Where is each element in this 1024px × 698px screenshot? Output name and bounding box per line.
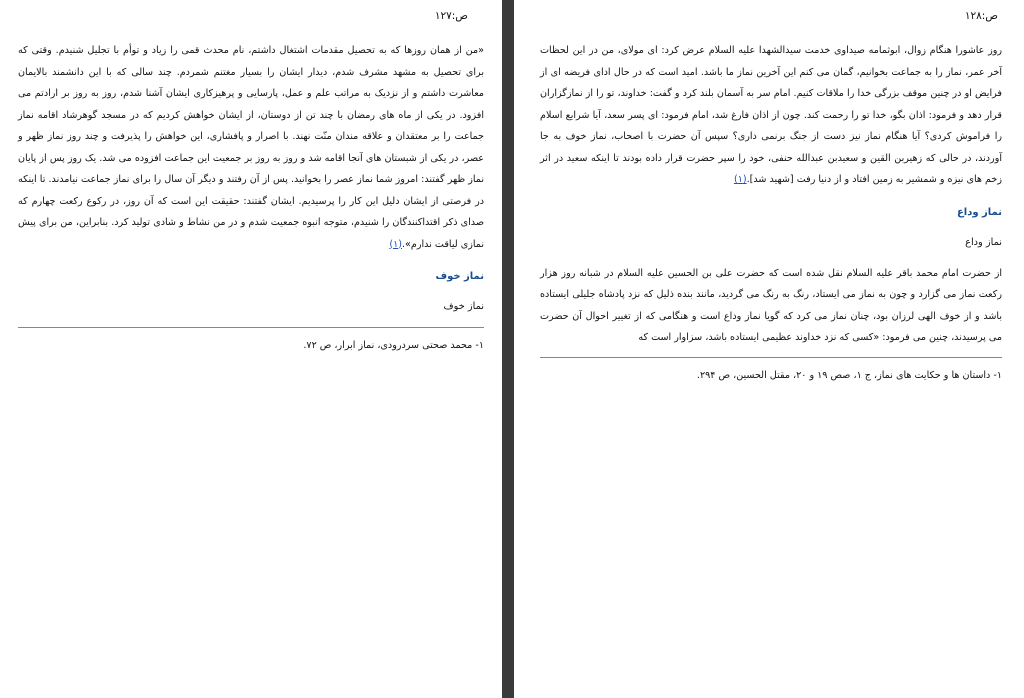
footnote-link[interactable]: (۱) [389, 238, 402, 250]
paragraph-text: روز عاشورا هنگام زوال، ابوثمامه صیداوی خدمت سیدالشهدا علیه السلام عرض کرد: ای مولای، من در این لحظات آخر عمر، نماز را به جماعت بخوانیم، گمان می کنم این آخرین نماز ما باشد. امید است که در حال ادای فریضه ای از فرایض او در چنین موقف بزرگی خدا را ملاقات کنیم. امام سر به آسمان بلند کرد و گفت: خداوند، تو را از نمازگزاران قرار دهد و فرمود: اذان بگو، خدا تو را رحمت کند. چون از اذان فارغ شد، امام فرمود: ای پسر سعد، آیا شرایع اسلام را فراموش کردی؟ آیا هنگام نماز نیز دست از جنگ برنمی داری؟ سپس آن حضرت با اصحاب، نماز خوف به جا آوردند، در حالی که زهیربن القین و سعیدبن عبدالله حنفی، خود را سپر حضرت قرار داده بودند تا اینکه سعید در اثر زخم های نیزه و شمشیر به زمین افتاد و از دنیا رفت [شهید شد]. [540, 45, 1002, 185]
left-page [0, 0, 502, 698]
body-paragraph [18, 40, 484, 255]
page-content [540, 40, 1002, 386]
footnote-divider [540, 357, 1002, 358]
section-subheading: نماز خوف [443, 301, 484, 312]
section-heading: نماز وداع [956, 206, 1002, 218]
section-heading: نماز خوف [435, 271, 484, 282]
footnote-divider [18, 327, 484, 328]
footnote-text: ۱- داستان ها و حکایت های نماز، ج ۱، صص ۱۹ و ۲۰، مقتل الحسین، ص ۲۹۴. [696, 369, 1002, 381]
body-paragraph-2: از حضرت امام محمد باقر علیه السلام نقل شده است که حضرت علی بن الحسین علیه السلام در شبانه روز هزار رکعت نماز می گزارد و چون به نماز می ایستاد، رنگ به رنگ می گردید، مانند بنده ذلیل که نزد پادشاه جلیلی ایستاده باشد و از خوف الهی لرزان بود، چنان نماز می کرد که گویا نماز وداع است و هنگامی که از تغییر احوال آن حضرت می پرسیدند، چنین می فرمود: «کسی که نزد خداوند عظیمی ایستاده باشد، سزاوار است که [540, 267, 1002, 343]
page-number: ص:۱۲۷ [434, 10, 468, 22]
footnote-link[interactable]: (۱) [733, 174, 747, 185]
right-page [514, 0, 1024, 698]
paragraph-text: «من از همان روزها که به تحصیل مقدمات اشتغال داشتم، نام محدث قمی را زیاد و توأم با تجلیل شنیدم. وقتی که برای تحصیل به مشهد مشرف شدم، دیدار ایشان را بسیار مغتنم شمردم. چند سالی که با این دانشمند بالایمان معاشرت داشتم و از نزدیک به مراتب علم و عمل، پارسایی و پرهیزکاری ایشان آشنا شدم، روز به روز بر ارادتم می افزود. در یکی از ماه های رمضان با چند تن از دوستان، از ایشان خواهش کردیم که در مسجد گوهرشاد اقامه نماز جماعت را بر معتقدان و علاقه مندان منّت نهند. با اصرار و پافشاری، این خواهش را پذیرفت و چند روز نماز ظهر و عصر، در یکی از شبستان های آنجا اقامه شد و روز به روز بر جمعیت این جماعت افزوده می شد. یک روز پس از پایان نماز ظهر گفتند: امروز شما نماز عصر را بخوانید. پس از آن رفتند و دیگر آن سال را برای نماز جماعت نیامدند. تا اینکه در فرصتی از ایشان دلیل این کار را پرسیدیم. ایشان گفتند: حقیقت این است که آن روز، در رکوع رکعت چهارم که صدای ذکر اقتداکنندگان را شنیدم، متوجه انبوه جمعیت شدم و در من نشاط و شادی تولید کرد. بنابراین، من برای پیش نمازی لیاقت ندارم». [18, 45, 484, 250]
section-subheading: نماز وداع [965, 236, 1002, 248]
footnote-text: ۱- محمد صحتی سردرودی، نماز ابرار، ص ۷۲. [303, 340, 484, 351]
page-content [18, 40, 484, 356]
page-number: ص:۱۲۸ [964, 10, 998, 22]
page-gutter [502, 0, 514, 698]
body-paragraph [540, 40, 1002, 191]
